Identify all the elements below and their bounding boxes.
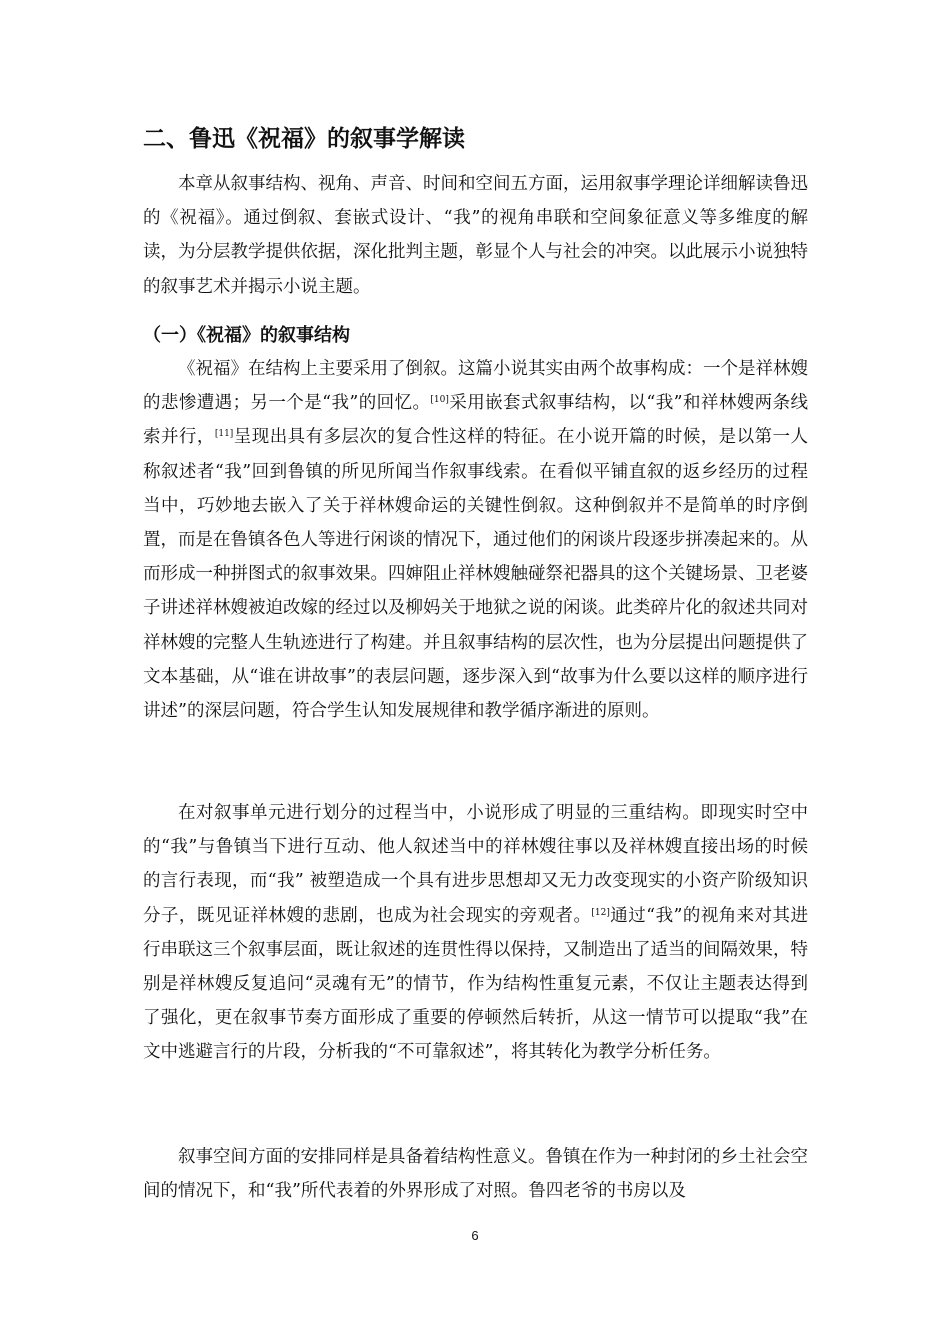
paragraph-text: 通过“我”的视角来对其进行串联这三个叙事层面，既让叙述的连贯性得以保持，又制造出了适当的间隔效果，特别是祥林嫂反复追问“灵魂有无”的情节，作为结构性重复元素，不仅让主题表达得到了强化，更在叙事节奏方面形成了重要的停顿然后转折，从这一情节可以提取“我”在文中逃避言行的片段，分析我的“不可靠叙述”，将其转化为教学分析任务。: [143, 905, 808, 1063]
citation-ref: [10]: [430, 395, 449, 406]
space-paragraph: 叙事空间方面的安排同样是具备着结构性意义。鲁镇在作为一种封闭的乡土社会空间的情况下，和“我”所代表着的外界形成了对照。鲁四老爷的书房以及: [143, 1147, 808, 1202]
paragraph-text: 采用嵌套式叙事结构，以“我”和祥林嫂两条线索并行，: [143, 393, 808, 448]
chapter-heading: 二、鲁迅《祝福》的叙事学解读: [143, 126, 465, 152]
section-heading: （一）《祝福》的叙事结构: [143, 325, 350, 346]
triple-structure-paragraph: [143, 796, 808, 1070]
intro-paragraph: 本章从叙事结构、视角、声音、时间和空间五方面，运用叙事学理论详细解读鲁迅的《祝福》。通过倒叙、套嵌式设计、“我”的视角串联和空间象征意义等多维度的解读，为分层教学提供依据，深化批判主题，彰显个人与社会的冲突。以此展示小说独特的叙事艺术并揭示小说主题。: [143, 174, 808, 297]
structure-paragraph: [143, 352, 808, 728]
paragraph-text: 在对叙事单元进行划分的过程当中，小说形成了明显的三重结构。即现实时空中的“我”与鲁镇当下进行互动、他人叙述当中的祥林嫂往事以及祥林嫂直接出场的时候的言行表现，而“我” 被塑造成一个具有进步思想却又无力改变现实的小资产阶级知识分子，既见证祥林嫂的悲剧，也成为社会现实的旁观者。: [143, 803, 808, 926]
paragraph-text: 呈现出具有多层次的复合性这样的特征。在小说开篇的时候，是以第一人称叙述者“我”回到鲁镇的所见所闻当作叙事线索。在看似平铺直叙的返乡经历的过程当中，巧妙地去嵌入了关于祥林嫂命运的关键性倒叙。这种倒叙并不是简单的时序倒置，而是在鲁镇各色人等进行闲谈的情况下，通过他们的闲谈片段逐步拼凑起来的。从而形成一种拼图式的叙事效果。四婶阻止祥林嫂触碰祭祀器具的这个关键场景、卫老婆子讲述祥林嫂被迫改嫁的经过以及柳妈关于地狱之说的闲谈。此类碎片化的叙述共同对祥林嫂的完整人生轨迹进行了构建。并且叙事结构的层次性，也为分层提出问题提供了文本基础，从“谁在讲故事”的表层问题，逐步深入到“故事为什么要以这样的顺序进行讲述”的深层问题，符合学生认知发展规律和教学循序渐进的原则。: [143, 427, 809, 722]
page-number: 6: [471, 1228, 479, 1243]
citation-ref: [11]: [214, 429, 234, 440]
paragraph-text: 《祝福》在结构上主要采用了倒叙。这篇小说其实由两个故事构成：一个是祥林嫂的悲惨遭遇；另一个是“我”的回忆。: [143, 359, 808, 414]
citation-ref: [12]: [591, 907, 610, 918]
